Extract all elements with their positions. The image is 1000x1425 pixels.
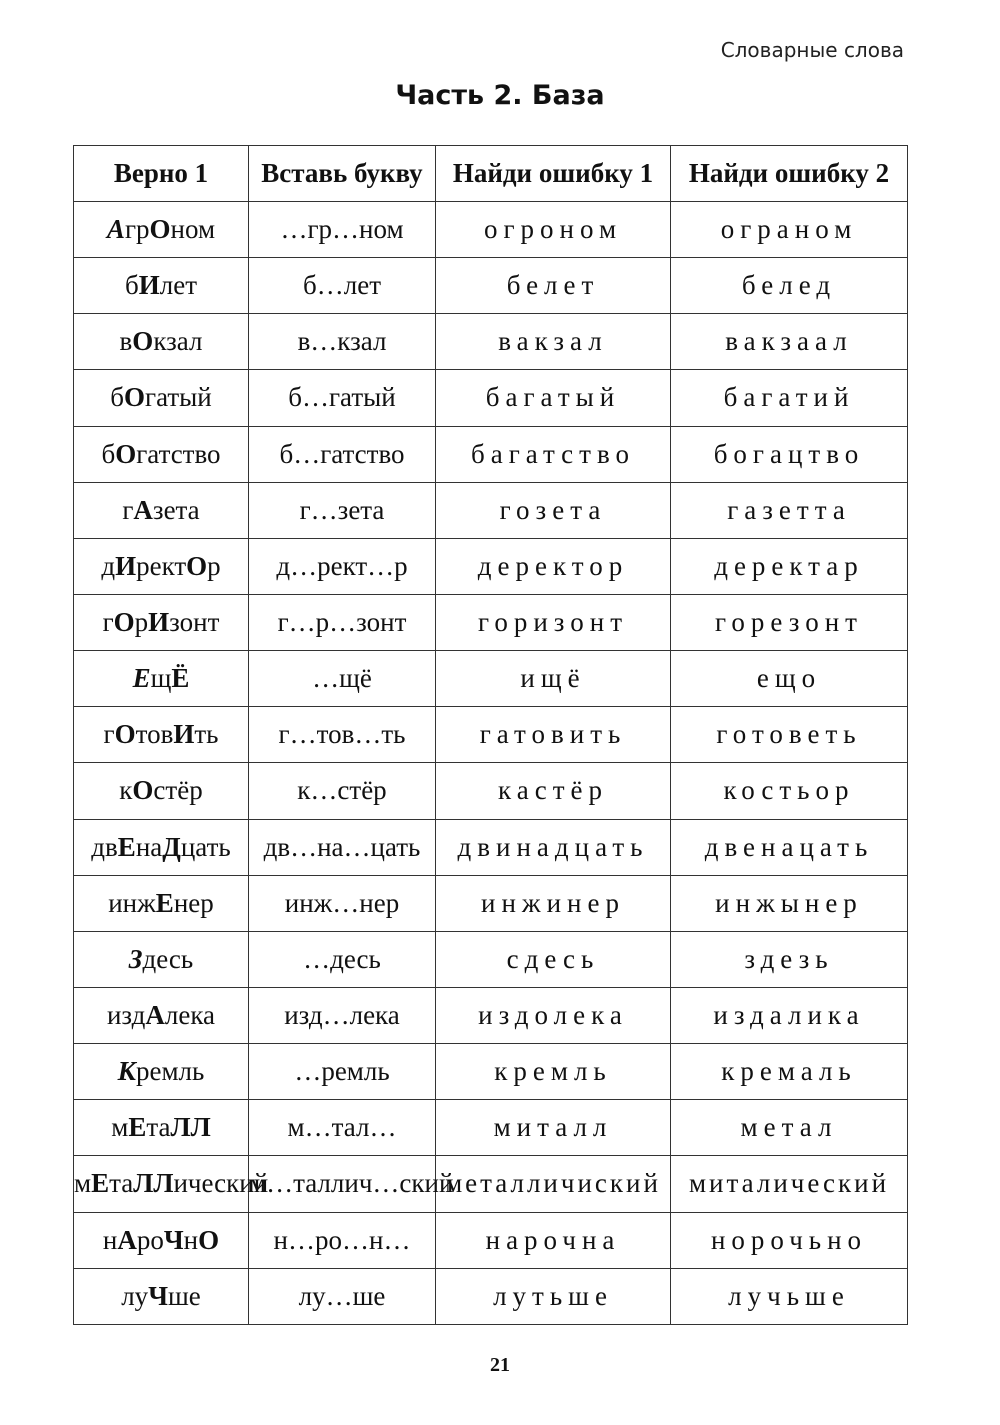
word-fragment: щ	[150, 663, 172, 694]
highlighted-letter: А	[117, 1224, 137, 1255]
highlighted-letter: З	[128, 943, 143, 974]
cell-error-2: деректар	[671, 538, 908, 594]
cell-error-2: миталический	[671, 1156, 908, 1212]
highlighted-letter: О	[115, 438, 137, 469]
cell-correct-word	[74, 594, 249, 650]
cell-insert-letter: в…кзал	[249, 314, 436, 370]
word-fragment: м	[74, 1168, 92, 1199]
cell-correct-word	[74, 370, 249, 426]
cell-error-2: белед	[671, 258, 908, 314]
cell-insert-letter: к…стёр	[249, 763, 436, 819]
table-row	[74, 875, 908, 931]
word-fragment: гр	[124, 214, 150, 245]
highlighted-letter: О	[113, 607, 135, 638]
cell-error-1: инжинер	[436, 875, 671, 931]
word-fragment: б	[110, 382, 124, 413]
cell-insert-letter: дв…на…цать	[249, 819, 436, 875]
cell-insert-letter: м…таллич…ский	[249, 1156, 436, 1212]
cell-correct-word	[74, 426, 249, 482]
highlighted-letter: К	[117, 1056, 136, 1087]
cell-error-1: гатовить	[436, 707, 671, 763]
word-fragment: д	[101, 550, 116, 581]
cell-correct-word	[74, 763, 249, 819]
highlighted-letter: А	[106, 214, 125, 245]
cell-error-1: издолека	[436, 987, 671, 1043]
highlighted-letter: А	[133, 494, 153, 525]
word-fragment: ический	[173, 1168, 269, 1199]
cell-error-2: метал	[671, 1100, 908, 1156]
word-fragment: кзал	[153, 326, 203, 357]
word-fragment: г	[122, 494, 134, 525]
word-fragment: тов	[135, 719, 174, 750]
word-fragment: ремль	[135, 1056, 205, 1087]
highlighted-letter: И	[115, 550, 137, 581]
table-row	[74, 1212, 908, 1268]
column-header-find-error-2: Найди ошибку 2	[671, 146, 908, 202]
cell-error-2: лучьше	[671, 1268, 908, 1324]
table-row	[74, 370, 908, 426]
word-fragment: ше	[168, 1280, 201, 1311]
cell-insert-letter: лу…ше	[249, 1268, 436, 1324]
column-header-insert-letter: Вставь букву	[249, 146, 436, 202]
table-row	[74, 819, 908, 875]
table-row	[74, 1044, 908, 1100]
word-fragment: цать	[180, 831, 231, 862]
word-fragment: г	[102, 607, 114, 638]
cell-insert-letter: н…ро…н…	[249, 1212, 436, 1268]
cell-insert-letter: инж…нер	[249, 875, 436, 931]
table-row	[74, 931, 908, 987]
highlighted-letter: Е	[132, 663, 151, 694]
word-fragment: та	[146, 1112, 171, 1143]
cell-error-1: вакзал	[436, 314, 671, 370]
cell-error-1: нарочна	[436, 1212, 671, 1268]
cell-insert-letter: …щё	[249, 651, 436, 707]
cell-insert-letter: д…рект…р	[249, 538, 436, 594]
word-fragment: нер	[173, 887, 214, 918]
highlighted-letter: Е	[155, 887, 174, 918]
word-fragment: б	[101, 438, 116, 469]
cell-error-1: гозета	[436, 482, 671, 538]
cell-correct-word	[74, 1100, 249, 1156]
table-row	[74, 314, 908, 370]
word-fragment: рект	[136, 550, 187, 581]
word-fragment: н	[102, 1224, 118, 1255]
cell-error-2: багатий	[671, 370, 908, 426]
highlighted-letter: И	[173, 719, 195, 750]
cell-correct-word	[74, 875, 249, 931]
highlighted-letter: Ч	[148, 1280, 169, 1311]
word-fragment: зонт	[169, 607, 220, 638]
highlighted-letter: Е	[117, 831, 136, 862]
cell-error-1: миталл	[436, 1100, 671, 1156]
table-row	[74, 1156, 908, 1212]
cell-error-2: горезонт	[671, 594, 908, 650]
cell-error-2: вакзаал	[671, 314, 908, 370]
cell-correct-word	[74, 538, 249, 594]
word-fragment: лет	[159, 270, 198, 301]
cell-error-1: сдесь	[436, 931, 671, 987]
cell-correct-word	[74, 1212, 249, 1268]
cell-error-1: огроном	[436, 202, 671, 258]
cell-error-2: кремаль	[671, 1044, 908, 1100]
word-fragment: гатый	[145, 382, 212, 413]
cell-correct-word	[74, 987, 249, 1043]
cell-error-1: кастёр	[436, 763, 671, 819]
cell-error-1: кремль	[436, 1044, 671, 1100]
table-row	[74, 426, 908, 482]
highlighted-letter: Ч	[163, 1224, 184, 1255]
word-fragment: м	[111, 1112, 129, 1143]
cell-error-2: костьор	[671, 763, 908, 819]
cell-insert-letter: м…тал…	[249, 1100, 436, 1156]
cell-error-2: норочьно	[671, 1212, 908, 1268]
highlighted-letter: О	[114, 719, 136, 750]
cell-correct-word	[74, 202, 249, 258]
word-fragment: на	[135, 831, 163, 862]
highlighted-letter: Д	[162, 831, 181, 862]
table-row	[74, 538, 908, 594]
cell-insert-letter: б…гатство	[249, 426, 436, 482]
highlighted-letter: О	[132, 775, 154, 806]
highlighted-letter: О	[123, 382, 145, 413]
word-fragment: стёр	[153, 775, 203, 806]
highlighted-letter: О	[198, 1224, 220, 1255]
table-header-row	[74, 146, 908, 202]
cell-correct-word	[74, 258, 249, 314]
table-body	[74, 202, 908, 1325]
cell-correct-word	[74, 1268, 249, 1324]
cell-insert-letter: …ремль	[249, 1044, 436, 1100]
running-header: Словарные слова	[720, 38, 904, 62]
word-fragment: к	[119, 775, 133, 806]
word-fragment: ном	[170, 214, 216, 245]
cell-error-1: горизонт	[436, 594, 671, 650]
word-fragment: десь	[142, 943, 194, 974]
table-row	[74, 202, 908, 258]
cell-error-2: газетта	[671, 482, 908, 538]
table-row	[74, 482, 908, 538]
cell-insert-letter: г…зета	[249, 482, 436, 538]
word-fragment: р	[207, 550, 221, 581]
cell-insert-letter: …десь	[249, 931, 436, 987]
highlighted-letter: И	[148, 607, 170, 638]
word-fragment: в	[119, 326, 133, 357]
highlighted-letter: Е	[91, 1168, 110, 1199]
word-fragment: ро	[136, 1224, 164, 1255]
word-fragment: дв	[91, 831, 118, 862]
cell-correct-word	[74, 819, 249, 875]
page-number: 21	[490, 1354, 510, 1376]
cell-insert-letter: г…р…зонт	[249, 594, 436, 650]
cell-insert-letter: б…гатый	[249, 370, 436, 426]
cell-error-1: белет	[436, 258, 671, 314]
cell-error-1: деректор	[436, 538, 671, 594]
cell-correct-word	[74, 314, 249, 370]
cell-error-2: двенацать	[671, 819, 908, 875]
word-fragment: та	[109, 1168, 134, 1199]
table-row	[74, 1268, 908, 1324]
table-row	[74, 987, 908, 1043]
cell-insert-letter: …гр…ном	[249, 202, 436, 258]
cell-error-2: издалика	[671, 987, 908, 1043]
cell-error-1: металличиский	[436, 1156, 671, 1212]
word-fragment: р	[134, 607, 149, 638]
cell-insert-letter: г…тов…ть	[249, 707, 436, 763]
table-row	[74, 1100, 908, 1156]
highlighted-letter: О	[132, 326, 154, 357]
cell-error-1: ищё	[436, 651, 671, 707]
cell-error-2: готоветь	[671, 707, 908, 763]
column-header-correct: Верно 1	[74, 146, 249, 202]
cell-error-2: ограном	[671, 202, 908, 258]
word-fragment: изд	[106, 1000, 146, 1031]
cell-error-2: здезь	[671, 931, 908, 987]
cell-error-2: ещо	[671, 651, 908, 707]
word-fragment: инж	[108, 887, 156, 918]
cell-correct-word	[74, 1156, 269, 1212]
cell-error-2: богацтво	[671, 426, 908, 482]
highlighted-letter: ЛЛ	[170, 1112, 211, 1143]
word-fragment: гатство	[136, 438, 221, 469]
cell-error-1: багатый	[436, 370, 671, 426]
cell-correct-word	[74, 651, 249, 707]
highlighted-letter: ЛЛ	[133, 1168, 174, 1199]
cell-correct-word	[74, 707, 249, 763]
table-row	[74, 258, 908, 314]
word-fragment: зета	[152, 494, 200, 525]
vocabulary-table	[73, 145, 908, 1325]
cell-correct-word	[74, 482, 249, 538]
table-row	[74, 707, 908, 763]
cell-correct-word	[74, 931, 249, 987]
cell-insert-letter: изд…лека	[249, 987, 436, 1043]
word-fragment: н	[183, 1224, 199, 1255]
cell-error-1: двинадцать	[436, 819, 671, 875]
word-fragment: б	[124, 270, 139, 301]
word-fragment: лека	[164, 1000, 216, 1031]
table-row	[74, 651, 908, 707]
page-title: Часть 2. База	[395, 80, 605, 111]
highlighted-letter: Ё	[171, 663, 190, 694]
column-header-find-error-1: Найди ошибку 1	[436, 146, 671, 202]
word-fragment: ть	[194, 719, 219, 750]
cell-insert-letter: б…лет	[249, 258, 436, 314]
word-fragment: лу	[121, 1280, 149, 1311]
highlighted-letter: О	[186, 550, 208, 581]
highlighted-letter: Е	[128, 1112, 147, 1143]
table-row	[74, 594, 908, 650]
cell-correct-word	[74, 1044, 249, 1100]
word-fragment: г	[103, 719, 115, 750]
cell-error-1: багатство	[436, 426, 671, 482]
table-row	[74, 763, 908, 819]
highlighted-letter: И	[138, 270, 160, 301]
highlighted-letter: О	[149, 214, 171, 245]
cell-error-2: инжынер	[671, 875, 908, 931]
cell-error-1: лутьше	[436, 1268, 671, 1324]
highlighted-letter: А	[145, 1000, 165, 1031]
